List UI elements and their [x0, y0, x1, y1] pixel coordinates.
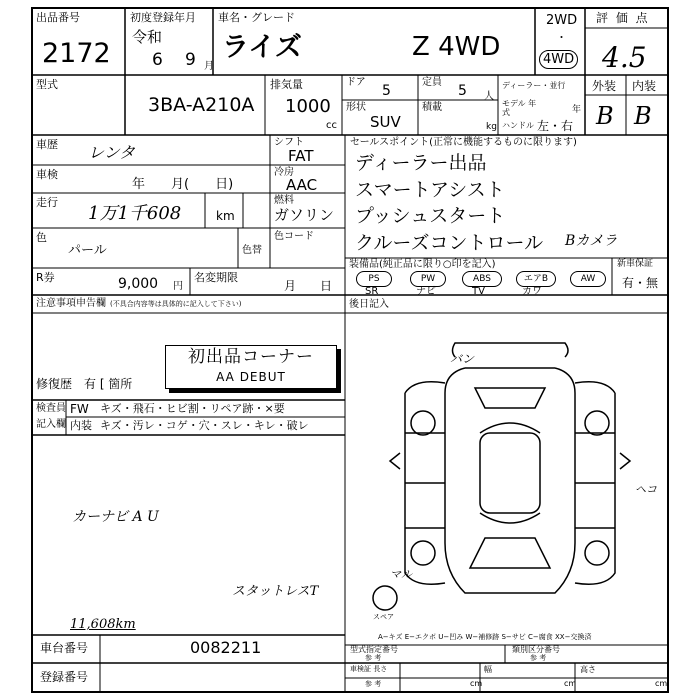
mileage-label: 走行 — [36, 196, 58, 209]
debut-en: AA DEBUT — [216, 370, 286, 384]
inspector-interior-text: キズ・汚レ・コゲ・穴・スレ・キレ・破レ — [100, 419, 309, 432]
tax-label: 名変期限 — [194, 271, 238, 284]
ac-label: 冷房 — [274, 167, 294, 178]
handle-label: ハンドル — [502, 121, 534, 130]
handwritten-remark: スタットレスT — [232, 584, 319, 599]
color-value: パール — [68, 243, 107, 258]
month-unit: 月 — [204, 61, 214, 72]
inspection-label: 車検 — [36, 168, 58, 181]
model-year-label: モデル 年式 — [502, 99, 537, 117]
history-value: レンタ — [88, 143, 135, 162]
equipment-label: 装備品(純正品に限り○印を記入) — [349, 259, 496, 270]
displacement-label: 排気量 — [270, 78, 303, 91]
body-no-value: 0082211 — [190, 638, 262, 657]
width-label: 幅 — [484, 665, 492, 674]
drive-dot: ・ — [556, 31, 567, 44]
sales-point-item: プッシュスタート — [355, 205, 506, 227]
displacement-value: 1000 — [285, 96, 331, 117]
ref-label: 参 考 — [365, 654, 382, 662]
drive-2wd: 2WD — [546, 13, 578, 28]
km-unit: km — [216, 209, 235, 223]
lot-label: 出品番号 — [36, 11, 80, 24]
inspector-label: 検査員 — [36, 403, 66, 414]
ac-value: AAC — [286, 176, 318, 194]
cm-unit: cm — [655, 679, 668, 688]
model-grade-label: 車名・グレード — [218, 11, 295, 24]
spare-label: スペア — [373, 613, 394, 621]
inspector-fw-text: キズ・飛石・ヒビ割・リペア跡・×要 — [100, 402, 285, 415]
fuel-value: ガソリン — [274, 206, 335, 224]
equip-sub: ナビ — [416, 286, 436, 297]
model-name: ライズ — [222, 32, 302, 63]
dealer-label: ディーラー・並行 — [502, 81, 566, 90]
interior-label: 内装 — [632, 79, 657, 93]
length-label: 車検証 長さ — [350, 665, 388, 673]
color-label: 色 — [36, 231, 47, 244]
capacity-label: 定員 — [422, 77, 442, 88]
equip-badge: ABS — [462, 271, 502, 287]
exterior-label: 外装 — [592, 79, 617, 93]
cc-unit: cc — [326, 120, 337, 131]
type-value: 3BA-A210A — [148, 94, 255, 116]
score-label: 評 価 点 — [596, 11, 650, 25]
equip-sub: カワ — [522, 286, 542, 297]
diagram-note: ヘコ — [635, 483, 657, 496]
recycle-value: 9,000 — [118, 276, 159, 292]
reg-no-label: 登録番号 — [40, 670, 89, 684]
type-cert-label: 型式指定番号 — [350, 645, 398, 654]
model-year-unit: 年 — [572, 105, 582, 115]
recycle-unit: 円 — [173, 281, 183, 292]
history-label: 車歴 — [36, 138, 58, 151]
notes-sublabel: (不具合内容等は具体的に記入して下さい) — [110, 300, 242, 308]
mileage-value: 1万1千608 — [88, 203, 182, 224]
ref-label: 参 考 — [365, 680, 382, 688]
shape-label: 形状 — [346, 102, 366, 113]
inspection-value: 年 月( 日) — [132, 177, 234, 192]
equip-badge: AW — [570, 271, 606, 287]
damage-legend: A−キズ E−エクボ U−凹み W−補修跡 S−サビ C−腐食 XX−交換済 — [378, 633, 592, 641]
drive-4wd-circled: 4WD — [539, 50, 578, 69]
equip-badge: エアB — [516, 271, 556, 287]
type-label: 型式 — [36, 78, 58, 91]
cm-unit: cm — [564, 679, 577, 688]
sales-point-item: ディーラー出品 — [355, 152, 487, 174]
sales-point-item: クルーズコントロール — [355, 232, 544, 254]
sales-points-label: セールスポイント(正常に機能するものに限ります) — [350, 137, 577, 148]
ref-label: 参 考 — [530, 654, 547, 662]
shift-label: シフト — [274, 137, 304, 148]
fuel-label: 燃料 — [274, 195, 294, 206]
shape-value: SUV — [370, 113, 401, 131]
notes-label: 注意事項申告欄 — [36, 298, 106, 309]
equip-sub: TV — [472, 286, 485, 297]
car-diagram — [345, 313, 668, 635]
height-label: 高さ — [580, 665, 596, 674]
sales-point-note: Bカメラ — [565, 233, 618, 249]
recycle-label: R券 — [36, 271, 55, 284]
doors-value: 5 — [382, 83, 391, 99]
exterior-grade: B — [596, 102, 614, 130]
reg-month: 9 — [185, 50, 196, 70]
inspector-interior: 内装 — [70, 419, 92, 432]
handle-value: 左・右 — [537, 119, 574, 133]
tax-value: 月 日 — [284, 279, 333, 293]
capacity-value: 5 — [458, 83, 467, 99]
body-no-label: 車台番号 — [40, 641, 89, 655]
equip-badge: PS — [356, 271, 392, 287]
inspector-label: 記入欄 — [36, 419, 66, 430]
debut-jp: 初出品コーナー — [188, 347, 314, 367]
interior-grade: B — [634, 102, 652, 130]
cm-unit: cm — [470, 679, 483, 688]
load-unit: kg — [486, 122, 497, 132]
score-value: 4.5 — [602, 41, 647, 74]
class-label: 類別区分番号 — [512, 645, 560, 654]
handwritten-remark: 11,608km — [70, 617, 136, 632]
handwritten-remark: カーナビ A U — [72, 509, 159, 525]
debut-stamp — [165, 345, 337, 389]
lot-number: 2172 — [42, 38, 111, 69]
era: 令和 — [132, 28, 163, 46]
color-code-label: 色コード — [274, 231, 314, 242]
repaint-label: 色替 — [242, 245, 262, 256]
grade: Z 4WD — [412, 32, 501, 62]
capacity-unit: 人 — [484, 91, 494, 102]
repair-label: 修復歴 — [36, 377, 73, 391]
reg-year: 6 — [152, 50, 163, 70]
new-cert-label: 新車保証 — [617, 259, 654, 269]
first-reg-label: 初度登録年月 — [130, 11, 196, 24]
back-label: 後日記入 — [349, 299, 389, 310]
sales-point-item: スマートアシスト — [355, 179, 505, 201]
diagram-note: マル — [390, 568, 412, 581]
diagram-note: バン — [450, 352, 475, 366]
load-label: 積載 — [422, 102, 442, 113]
shift-value: FAT — [288, 147, 314, 165]
equip-badge: PW — [410, 271, 446, 287]
equip-sub: SR — [365, 286, 379, 297]
doors-label: ドア — [346, 77, 366, 88]
new-cert-value: 有・無 — [622, 276, 659, 290]
inspector-fw: FW — [70, 402, 89, 416]
repair-value: 有 [ 箇所 — [84, 377, 133, 391]
